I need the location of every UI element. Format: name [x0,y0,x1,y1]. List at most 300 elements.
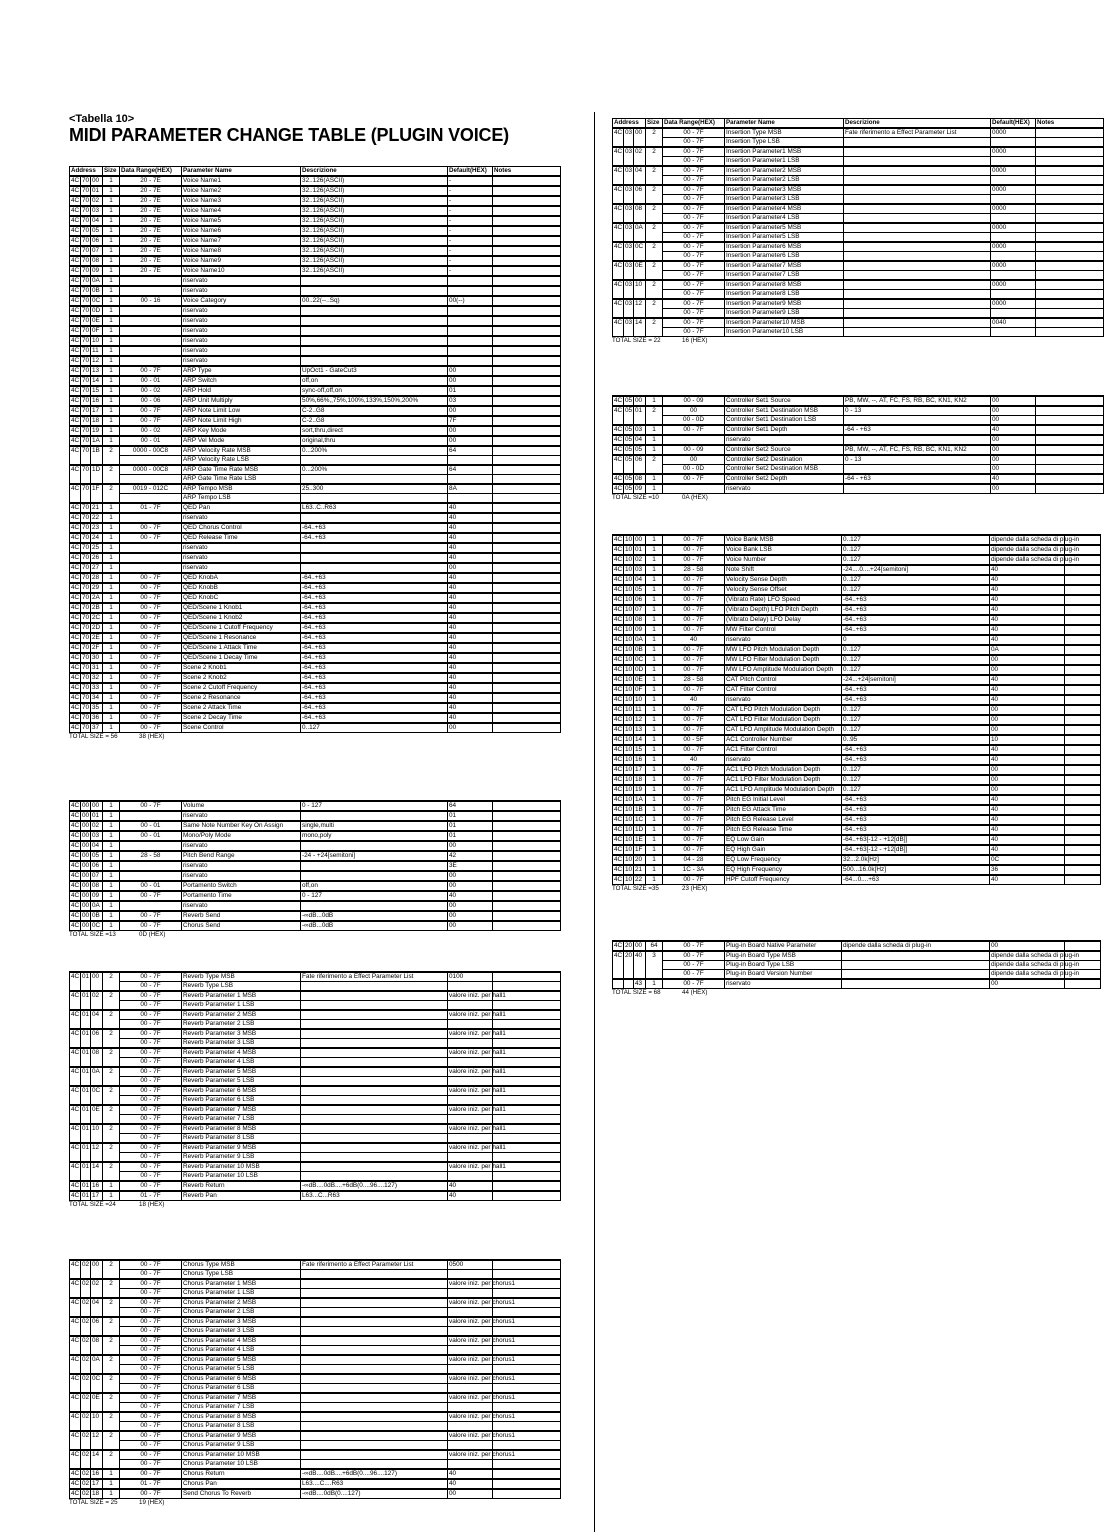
notes-cell [1065,845,1101,855]
parameter-group [613,280,1104,299]
table-row [70,1096,561,1106]
description-cell [301,1172,448,1182]
table-row [70,475,561,485]
description-cell [301,1020,448,1030]
description-cell: -64..+63[-12 - +12[dB]] [842,835,990,845]
default-cell: 40 [448,623,493,633]
description-cell: -64..+63 [842,605,990,615]
default-cell: valore iniz. per chorus1 [449,1280,516,1287]
address-byte: 10 [625,666,633,673]
parameter-group [70,1374,561,1393]
table-row [70,801,561,811]
description-cell: -64..+63 [301,533,448,543]
parameter-group [613,455,1104,474]
address-byte: 70 [82,347,90,354]
description-cell: -64..+63 [301,613,448,623]
default-cell: 03 [448,396,493,406]
notes-cell [493,831,561,841]
address-byte: 10 [625,716,633,723]
address-byte: 27 [91,563,103,573]
address-byte: 03 [91,831,103,841]
address-byte: 00 [82,832,90,839]
notes-cell [493,1441,561,1451]
address-byte: 4C [71,287,80,294]
parameter-group [613,223,1104,242]
size-cell: 2 [103,1279,120,1298]
address-byte: 10 [625,746,633,753]
address-byte: 10 [625,566,633,573]
table-row [613,195,1104,205]
parameter-group [70,851,561,861]
notes-cell [493,1489,561,1499]
address-byte: 1D [91,465,103,484]
table-row [70,1124,561,1134]
address-byte: 4C [614,876,623,883]
address-byte: 07 [91,871,103,881]
address-byte: 10 [625,876,633,883]
table-row [613,425,1104,435]
size-cell: 1 [103,216,120,226]
description-cell [301,543,448,553]
default-cell: 00 [448,871,493,881]
parameter-name-cell: Reverb Parameter 10 MSB [182,1162,301,1172]
address-byte: 70 [82,387,90,394]
data-range-cell: 00 - 7F [120,533,182,543]
parameter-group [70,503,561,513]
address-byte: 10 [634,695,646,705]
size-cell: 1 [103,881,120,891]
size-cell: 1 [103,406,120,416]
description-cell [301,841,448,851]
notes-cell [493,871,561,881]
data-range-cell: 01 - 7F [120,1191,182,1201]
table-row [613,252,1104,262]
size-cell: 1 [103,326,120,336]
description-cell [844,223,991,233]
table-row [613,223,1104,233]
description-cell: C-2..G8 [301,406,448,416]
size-cell: 2 [646,204,663,223]
description-cell [844,157,991,167]
parameter-name-cell: EQ Low Frequency [725,855,842,865]
default-cell: 00 [448,436,493,446]
default-cell: 0000 [991,166,1036,176]
parameter-name-cell: Chorus Send [182,921,301,931]
address-byte: 0B [634,645,646,655]
size-cell: 1 [646,435,663,445]
address-byte: 04 [91,1010,103,1029]
parameter-group [70,266,561,276]
table-row [70,1346,561,1356]
default-cell: 40 [448,1181,493,1191]
notes-cell [493,653,561,663]
table-row [70,1086,561,1096]
notes-cell [493,703,561,713]
default-cell: 36 [990,865,1065,875]
table-row [70,523,561,533]
parameter-name-cell: Voice Name5 [182,216,301,226]
size-cell: 1 [646,555,663,565]
address-byte: 21 [91,503,103,513]
address-byte: 08 [91,1048,103,1067]
parameter-name-cell: Reverb Parameter 9 MSB [182,1143,301,1153]
parameter-name-cell: QED/Scene 1 Attack Time [182,643,301,653]
address-byte: 10 [91,1412,103,1431]
parameter-group [613,185,1104,204]
address-byte: 03 [624,147,634,166]
address-byte: 10 [625,776,633,783]
description-cell: 0 [842,635,990,645]
description-cell: off,on [301,376,448,386]
description-cell: -64..+63 [301,623,448,633]
address-byte: 05 [91,226,103,236]
address-byte: 4C [613,185,624,204]
size-cell: 2 [646,128,663,147]
data-range-cell [120,456,182,466]
parameter-group [613,445,1104,455]
parameter-group [70,376,561,386]
parameter-name-cell: Scene 2 Decay Time [182,713,301,723]
address-byte: 4C [70,484,81,503]
address-byte: 23 [91,523,103,533]
parameter-name-cell: Insertion Type LSB [725,138,844,148]
address-byte: 10 [625,806,633,813]
notes-cell [1036,396,1104,406]
size-cell: 2 [646,185,663,204]
table-row [613,775,1101,785]
size-cell: 1 [103,663,120,673]
address-byte: 4C [614,726,623,733]
address-byte: 01 [81,1162,91,1181]
address-byte: 4C [71,902,80,909]
parameter-group [613,545,1101,555]
parameter-name-cell: AC1 LFO Filter Modulation Depth [725,775,842,785]
description-cell [301,1153,448,1163]
default-cell [448,276,493,286]
notes-cell [493,1460,561,1470]
default-cell: - [448,196,493,206]
description-cell: 0..127 [842,655,990,665]
address-byte: 02 [81,1298,91,1317]
address-byte: 70 [82,684,90,691]
parameter-group [613,825,1101,835]
address-byte: 2F [91,643,103,653]
address-byte: 09 [634,625,646,635]
description-cell [301,306,448,316]
data-range-cell: 00 - 7F [663,645,725,655]
data-range-cell: 00 - 01 [120,881,182,891]
notes-cell [493,336,561,346]
parameter-name-cell: Velocity Sense Offset [725,585,842,595]
page-title: MIDI PARAMETER CHANGE TABLE (PLUGIN VOICE) [69,125,509,145]
address-byte: 06 [91,861,103,871]
address-byte: 06 [634,595,646,605]
table-row [613,845,1101,855]
address-byte: 08 [634,204,646,223]
data-range-cell: 00 - 7F [663,195,725,205]
data-range-cell [120,513,182,523]
notes-cell [1036,252,1104,262]
table-row [613,815,1101,825]
size-cell: 1 [646,615,663,625]
notes-cell [493,1260,561,1270]
default-cell: dipende dalla scheda di plug-in [991,970,1080,977]
parameter-name-cell: ARP Gate Time Rate LSB [182,475,301,485]
parameter-name-cell: CAT LFO Pitch Modulation Depth [725,705,842,715]
data-range-cell: 00 - 7F [120,1365,182,1375]
address-byte: 4C [614,446,623,453]
description-cell [301,1289,448,1299]
data-range-cell: 00 - 7F [663,941,725,951]
address-byte: 70 [82,644,90,651]
default-cell: 00 [448,881,493,891]
description-cell: 32..126(ASCII) [301,226,448,236]
address-byte: 4C [71,524,80,531]
parameter-name-cell: Scene 2 Attack Time [182,703,301,713]
parameter-name-cell: Chorus Parameter 6 MSB [182,1374,301,1384]
parameter-group [70,366,561,376]
address-byte: 09 [91,891,103,901]
description-cell [844,185,991,195]
table-row [613,695,1101,705]
address-byte: 4C [71,624,80,631]
column-header: Data Range(HEX) [120,167,182,177]
address-byte: 02 [91,196,103,206]
size-cell: 2 [646,242,663,261]
default-cell: 0A [990,645,1065,655]
data-range-cell: 00 - 7F [663,745,725,755]
default-cell [448,356,493,366]
data-range-cell: 00 - 7F [120,593,182,603]
parameter-group [70,623,561,633]
parameter-group [613,795,1101,805]
address-byte: 4C [614,816,623,823]
right-table-block [612,940,1101,998]
data-range-cell: 00 - 7F [663,555,725,565]
data-range-cell [663,435,725,445]
description-cell: 0 - 127 [301,801,448,811]
size-cell: 2 [103,991,120,1010]
table-row [70,406,561,416]
notes-cell [493,475,561,485]
parameter-group [613,951,1101,979]
notes-cell [1065,745,1101,755]
data-range-cell: 00 - 7F [663,979,725,989]
column-header: Size [103,167,120,177]
default-cell: 40 [448,533,493,543]
parameter-name-cell: Insertion Parameter5 LSB [725,233,844,243]
parameter-name-cell: EQ High Frequency [725,865,842,875]
parameter-group [613,261,1104,280]
parameter-group [70,613,561,623]
address-byte: 32 [91,673,103,683]
table-row [613,685,1101,695]
notes-cell [1065,735,1101,745]
table-row [70,1441,561,1451]
parameter-name-cell: riservato [182,543,301,553]
address-byte: 4C [71,534,80,541]
default-cell: 40 [990,805,1065,815]
description-cell: -24...+24[semitoni] [842,675,990,685]
total-size-decimal: TOTAL SIZE = 22 [612,337,661,344]
description-cell [844,242,991,252]
table-row [70,216,561,226]
parameter-name-cell: Insertion Parameter5 MSB [725,223,844,233]
default-cell: 40 [448,513,493,523]
address-byte: 70 [82,584,90,591]
address-byte: 1F [634,845,646,855]
default-cell [448,1346,493,1356]
data-range-cell: 28 - 58 [120,851,182,861]
description-cell: 500...16.0k[Hz] [842,865,990,875]
size-cell: 1 [646,445,663,455]
parameter-name-cell: Insertion Parameter4 LSB [725,214,844,224]
address-byte: 4C [71,217,80,224]
notes-cell [493,713,561,723]
notes-cell [1036,474,1104,484]
size-cell: 1 [103,553,120,563]
notes-cell [1065,695,1101,705]
address-byte: 01 [81,972,91,991]
data-range-cell: 00 - 7F [120,1115,182,1125]
notes-cell [1065,979,1101,989]
parameter-name-cell: QED/Scene 1 Knob1 [182,603,301,613]
address-byte: 36 [91,713,103,723]
parameter-name-cell: Reverb Type MSB [182,972,301,982]
address-byte [613,979,624,989]
table-row [70,831,561,841]
parameter-group [70,1124,561,1143]
table-row [70,663,561,673]
parameter-name-cell: Pitch EG Initial Level [725,795,842,805]
default-cell: 0000 [991,128,1036,138]
default-cell: 01 [448,811,493,821]
parameter-group [613,745,1101,755]
data-range-cell: 00 - 0D [663,416,725,426]
parameter-name-cell: Insertion Parameter4 MSB [725,204,844,214]
table-row [613,735,1101,745]
notes-cell [493,663,561,673]
table-row [70,673,561,683]
address-byte: 4C [71,1490,80,1497]
parameter-group [70,386,561,396]
address-byte: 4C [614,856,623,863]
parameter-group [613,406,1104,425]
table-row [613,825,1101,835]
default-cell: valore iniz. per chorus1 [449,1413,516,1420]
address-byte: 03 [634,565,646,575]
notes-cell [493,573,561,583]
address-byte: 04 [91,1298,103,1317]
table-row [70,356,561,366]
parameter-name-cell: Reverb Parameter 1 LSB [182,1001,301,1011]
data-range-cell: 20 - 7E [120,196,182,206]
notes-cell [493,1308,561,1318]
table-row [70,1270,561,1280]
parameter-name-cell: ARP Hold [182,386,301,396]
parameter-group [70,1010,561,1029]
default-cell [991,195,1036,205]
data-range-cell: 00 - 7F [120,1270,182,1280]
size-cell: 1 [103,821,120,831]
description-cell: -64..+63 [301,683,448,693]
table-row [613,875,1101,885]
address-byte: 4C [71,694,80,701]
default-cell [448,1365,493,1375]
notes-cell [1036,157,1104,167]
address-byte: 00 [634,941,646,951]
default-cell [448,1270,493,1280]
parameter-group [613,318,1104,337]
address-byte: 03 [624,166,634,185]
notes-cell [1036,328,1104,337]
data-range-cell: 00 - 0D [663,465,725,475]
address-byte: 70 [82,237,90,244]
parameter-group [70,1469,561,1479]
parameter-name-cell: Chorus Type MSB [182,1260,301,1270]
data-range-cell: 00 - 7F [663,280,725,290]
table-row [613,725,1101,735]
description-cell [301,1308,448,1318]
parameter-group [613,396,1104,406]
table-row [70,1039,561,1049]
parameter-group [70,336,561,346]
address-byte: 4C [614,397,623,404]
table-row [70,563,561,573]
column-header: Notes [493,167,561,177]
total-size-decimal: TOTAL SIZE =35 [612,885,659,892]
default-cell [448,1153,493,1163]
table-row [70,296,561,306]
description-cell: -64..+63 [301,523,448,533]
address-byte: 04 [634,166,646,185]
parameter-name-cell: Reverb Parameter 6 MSB [182,1086,301,1096]
parameter-name-cell: Chorus Parameter 7 MSB [182,1393,301,1403]
size-cell: 1 [103,206,120,216]
address-byte: 10 [625,546,633,553]
notes-cell [493,533,561,543]
size-cell: 1 [103,266,120,276]
address-byte: 10 [625,796,633,803]
parameter-name-cell: Reverb Return [182,1181,301,1191]
address-byte: 0E [634,675,646,685]
default-cell: 40 [991,474,1036,484]
address-byte: 02 [82,1480,90,1487]
data-range-cell: 00 - 7F [120,1298,182,1308]
data-range-cell: 28 - 58 [663,675,725,685]
parameter-name-cell: Reverb Parameter 1 MSB [182,991,301,1001]
total-size-hex: 16 (HEX) [682,337,708,344]
address-byte: 4C [71,882,80,889]
parameter-group [613,805,1101,815]
table-row [613,715,1101,725]
size-cell: 1 [646,715,663,725]
parameter-name-cell: Chorus Parameter 5 MSB [182,1355,301,1365]
notes-cell [493,1077,561,1087]
address-byte: 4C [71,842,80,849]
default-cell [448,456,493,466]
address-byte: 0A [91,901,103,911]
size-cell: 1 [103,1191,120,1201]
address-byte: 22 [91,513,103,523]
address-byte: 4C [71,237,80,244]
table-row [613,585,1101,595]
address-byte: 0C [634,242,646,261]
address-byte: 4C [71,1470,80,1477]
default-cell [448,1039,493,1049]
size-cell: 1 [646,545,663,555]
data-range-cell: 40 [663,695,725,705]
